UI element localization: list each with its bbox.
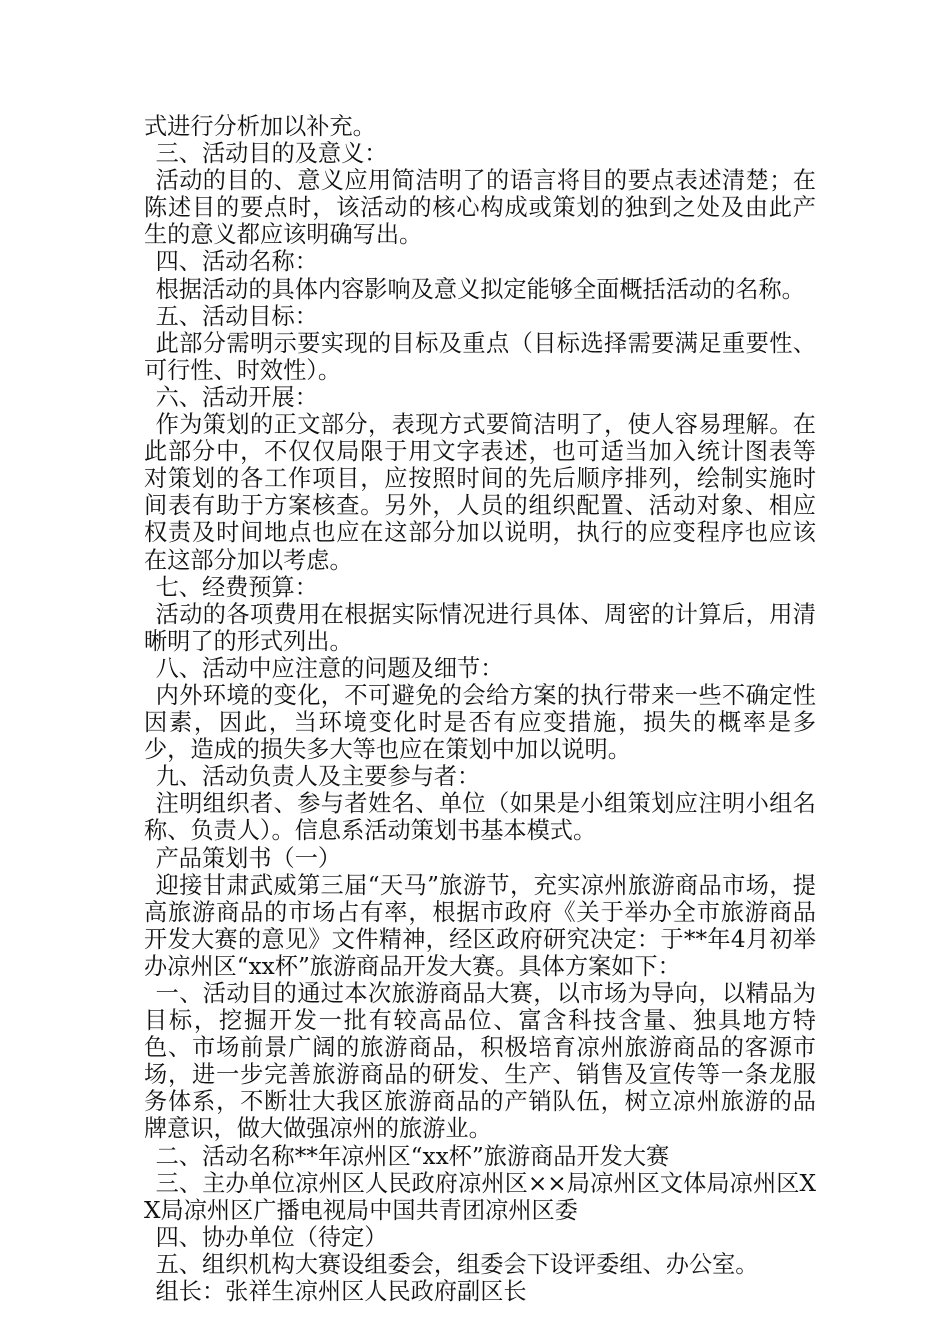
paragraph: 四、活动名称： xyxy=(155,248,318,276)
paragraph: 产品策划书（一） xyxy=(155,844,342,872)
paragraph: 式进行分析加以补充。 xyxy=(144,113,376,140)
paragraph: 内外环境的变化，不可避免的会给方案的执行带来一些不确定性因素，因此，当环境变化时是否有应变措施，损失的概率是多少，造成的损失多大等也应在策划中加以说明。 xyxy=(144,681,816,764)
paragraph: 四、协办单位（待定） xyxy=(155,1223,388,1251)
paragraph: 九、活动负责人及主要参与者： xyxy=(155,763,481,791)
paragraph: 五、组织机构大赛设组委会，组委会下设评委组、办公室。 xyxy=(155,1250,759,1278)
paragraph: 此部分需明示要实现的目标及重点（目标选择需要满足重要性、可行性、时效性）。 xyxy=(144,329,816,384)
paragraph: 八、活动中应注意的问题及细节： xyxy=(155,654,504,682)
paragraph: 注明组织者、参与者姓名、单位（如果是小组策划应注明小组名称、负责人）。信息系活动策划书基本模式。 xyxy=(144,790,816,845)
paragraph: 六、活动开展： xyxy=(155,383,318,411)
paragraph: 一、活动目的通过本次旅游商品大赛，以市场为导向，以精品为目标，挖掘开发一批有较高品位、富含科技含量、独具地方特色、市场前景广阔的旅游商品，积极培育凉州旅游商品的客源市场，进一步完善旅游商品的研发、生产、销售及宣传等一条龙服务体系，不断壮大我区旅游商品的产销队伍，树立凉州旅游的品牌意识，做大做强凉州的旅游业。 xyxy=(144,980,816,1143)
paragraph: 根据活动的具体内容影响及意义拟定能够全面概括活动的名称。 xyxy=(155,275,805,303)
paragraph: 五、活动目标： xyxy=(155,302,318,330)
paragraph: 三、活动目的及意义： xyxy=(155,140,388,168)
paragraph: 七、经费预算： xyxy=(155,573,318,601)
paragraph: 组长：张祥生凉州区人民政府副区长 xyxy=(155,1278,527,1306)
paragraph: 作为策划的正文部分，表现方式要简洁明了，使人容易理解。在此部分中，不仅仅局限于用文字表述，也可适当加入统计图表等对策划的各工作项目，应按照时间的先后顺序排列，绘制实施时间表有助于方案核查。另外，人员的组织配置、活动对象、相应权责及时间地点也应在这部分加以说明，执行的应变程序也应该在这部分加以考虑。 xyxy=(144,411,816,574)
paragraph: 三、主办单位凉州区人民政府凉州区××局凉州区文体局凉州区XX局凉州区广播电视局中国共青团凉州区委 xyxy=(144,1169,816,1224)
document-body xyxy=(144,113,816,1305)
paragraph: 迎接甘肃武威第三届“天马”旅游节，充实凉州旅游商品市场，提高旅游商品的市场占有率，根据市政府《关于举办全市旅游商品开发大赛的意见》文件精神，经区政府研究决定：于**年4月初举办凉州区“xx杯”旅游商品开发大赛。具体方案如下： xyxy=(144,871,816,980)
paragraph: 二、活动名称**年凉州区“xx杯”旅游商品开发大赛 xyxy=(155,1142,670,1170)
paragraph: 活动的目的、意义应用简洁明了的语言将目的要点表述清楚；在陈述目的要点时，该活动的核心构成或策划的独到之处及由此产生的意义都应该明确写出。 xyxy=(144,167,816,249)
paragraph: 活动的各项费用在根据实际情况进行具体、周密的计算后，用清晰明了的形式列出。 xyxy=(144,600,816,655)
